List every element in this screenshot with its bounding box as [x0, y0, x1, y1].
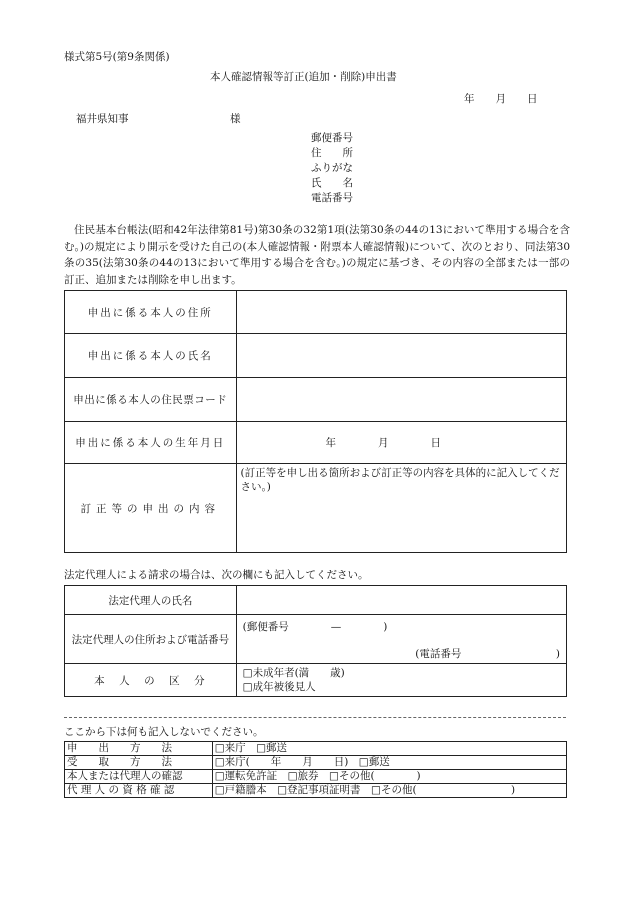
main-request-table — [64, 290, 567, 553]
main-resident-code-field[interactable] — [236, 378, 566, 422]
agent-address-label: 法定代理人の住所および電話番号 — [65, 615, 237, 664]
option-minor-checkbox[interactable]: □未成年者(満 歳) — [242, 667, 345, 679]
option-ward-checkbox[interactable]: □成年被後見人 — [242, 681, 316, 693]
office-request-method-label: 申 出 方 法 — [65, 742, 213, 756]
addressee: 福井県知事 — [76, 113, 129, 125]
main-birthdate-field[interactable]: 年 月 日 — [236, 422, 566, 464]
agent-address-field[interactable] — [236, 615, 566, 664]
cut-line-divider — [64, 717, 566, 718]
main-name-label: 申出に係る本人の氏名 — [65, 334, 237, 378]
office-receipt-method-value[interactable]: □来庁( 年 月 日) □郵送 — [212, 756, 566, 770]
agent-category-label: 本 人 の 区 分 — [65, 664, 237, 697]
office-agent-qualification-value[interactable]: □戸籍謄本 □登記事項証明書 □その他( ) — [212, 784, 566, 798]
applicant-name-label: 氏 名 — [311, 177, 353, 189]
office-identity-check-label: 本人または代理人の確認 — [65, 770, 213, 784]
office-agent-qualification-label: 代 理 人 の 資 格 確 認 — [65, 784, 213, 798]
agent-instruction: 法定代理人による請求の場合は、次の欄にも記入してください。 — [64, 569, 369, 581]
main-address-label: 申出に係る本人の住所 — [65, 291, 237, 334]
agent-phone-text: (電話番号 ) — [415, 648, 560, 660]
main-birthdate-label: 申出に係る本人の生年月日 — [65, 422, 237, 464]
applicant-postal-code-label: 郵便番号 — [311, 132, 353, 144]
form-number: 様式第5号(第9条関係) — [64, 51, 170, 63]
main-name-field[interactable] — [236, 334, 566, 378]
main-content-field[interactable]: (訂正等を申し出る箇所および訂正等の内容を具体的に記入してください。) — [236, 464, 566, 553]
body-paragraph: 住民基本台帳法(昭和42年法律第81号)第30条の32第1項(法第30条の44の13において準用する場合を含む。)の規定により開示を受けた自己の(本人確認情報・附票本人確認情報)について、次のとおり、同法第30条の35(法第30条の44の13において準用する場合を含む。)の規定に基づき、その内容の全部または一部の訂正、追加または削除を申し出ます。 — [64, 224, 570, 286]
applicant-furigana-label: ふりがな — [311, 162, 353, 174]
agent-category-field[interactable] — [236, 664, 566, 697]
office-identity-check-value[interactable]: □運転免許証 □旅券 □その他( ) — [212, 770, 566, 784]
office-use-table — [64, 741, 567, 798]
office-request-method-value[interactable]: □来庁 □郵送 — [212, 742, 566, 756]
date-line[interactable]: 年 月 日 — [464, 93, 538, 105]
main-content-label: 訂正等の申出の内容 — [65, 464, 237, 553]
main-resident-code-label: 申出に係る本人の住民票コード — [65, 378, 237, 422]
agent-name-label: 法定代理人の氏名 — [65, 586, 237, 615]
honorific: 様 — [230, 113, 241, 125]
office-instruction: ここから下は何も記入しないでください。 — [64, 726, 264, 738]
agent-table — [64, 585, 567, 697]
agent-name-field[interactable] — [236, 586, 566, 615]
main-address-field[interactable] — [236, 291, 566, 334]
applicant-phone-label: 電話番号 — [311, 192, 353, 204]
applicant-address-label: 住 所 — [311, 147, 353, 159]
agent-postal-text: (郵便番号 — ) — [242, 621, 388, 633]
form-title: 本人確認情報等訂正(追加・削除)申出書 — [210, 71, 397, 83]
office-receipt-method-label: 受 取 方 法 — [65, 756, 213, 770]
